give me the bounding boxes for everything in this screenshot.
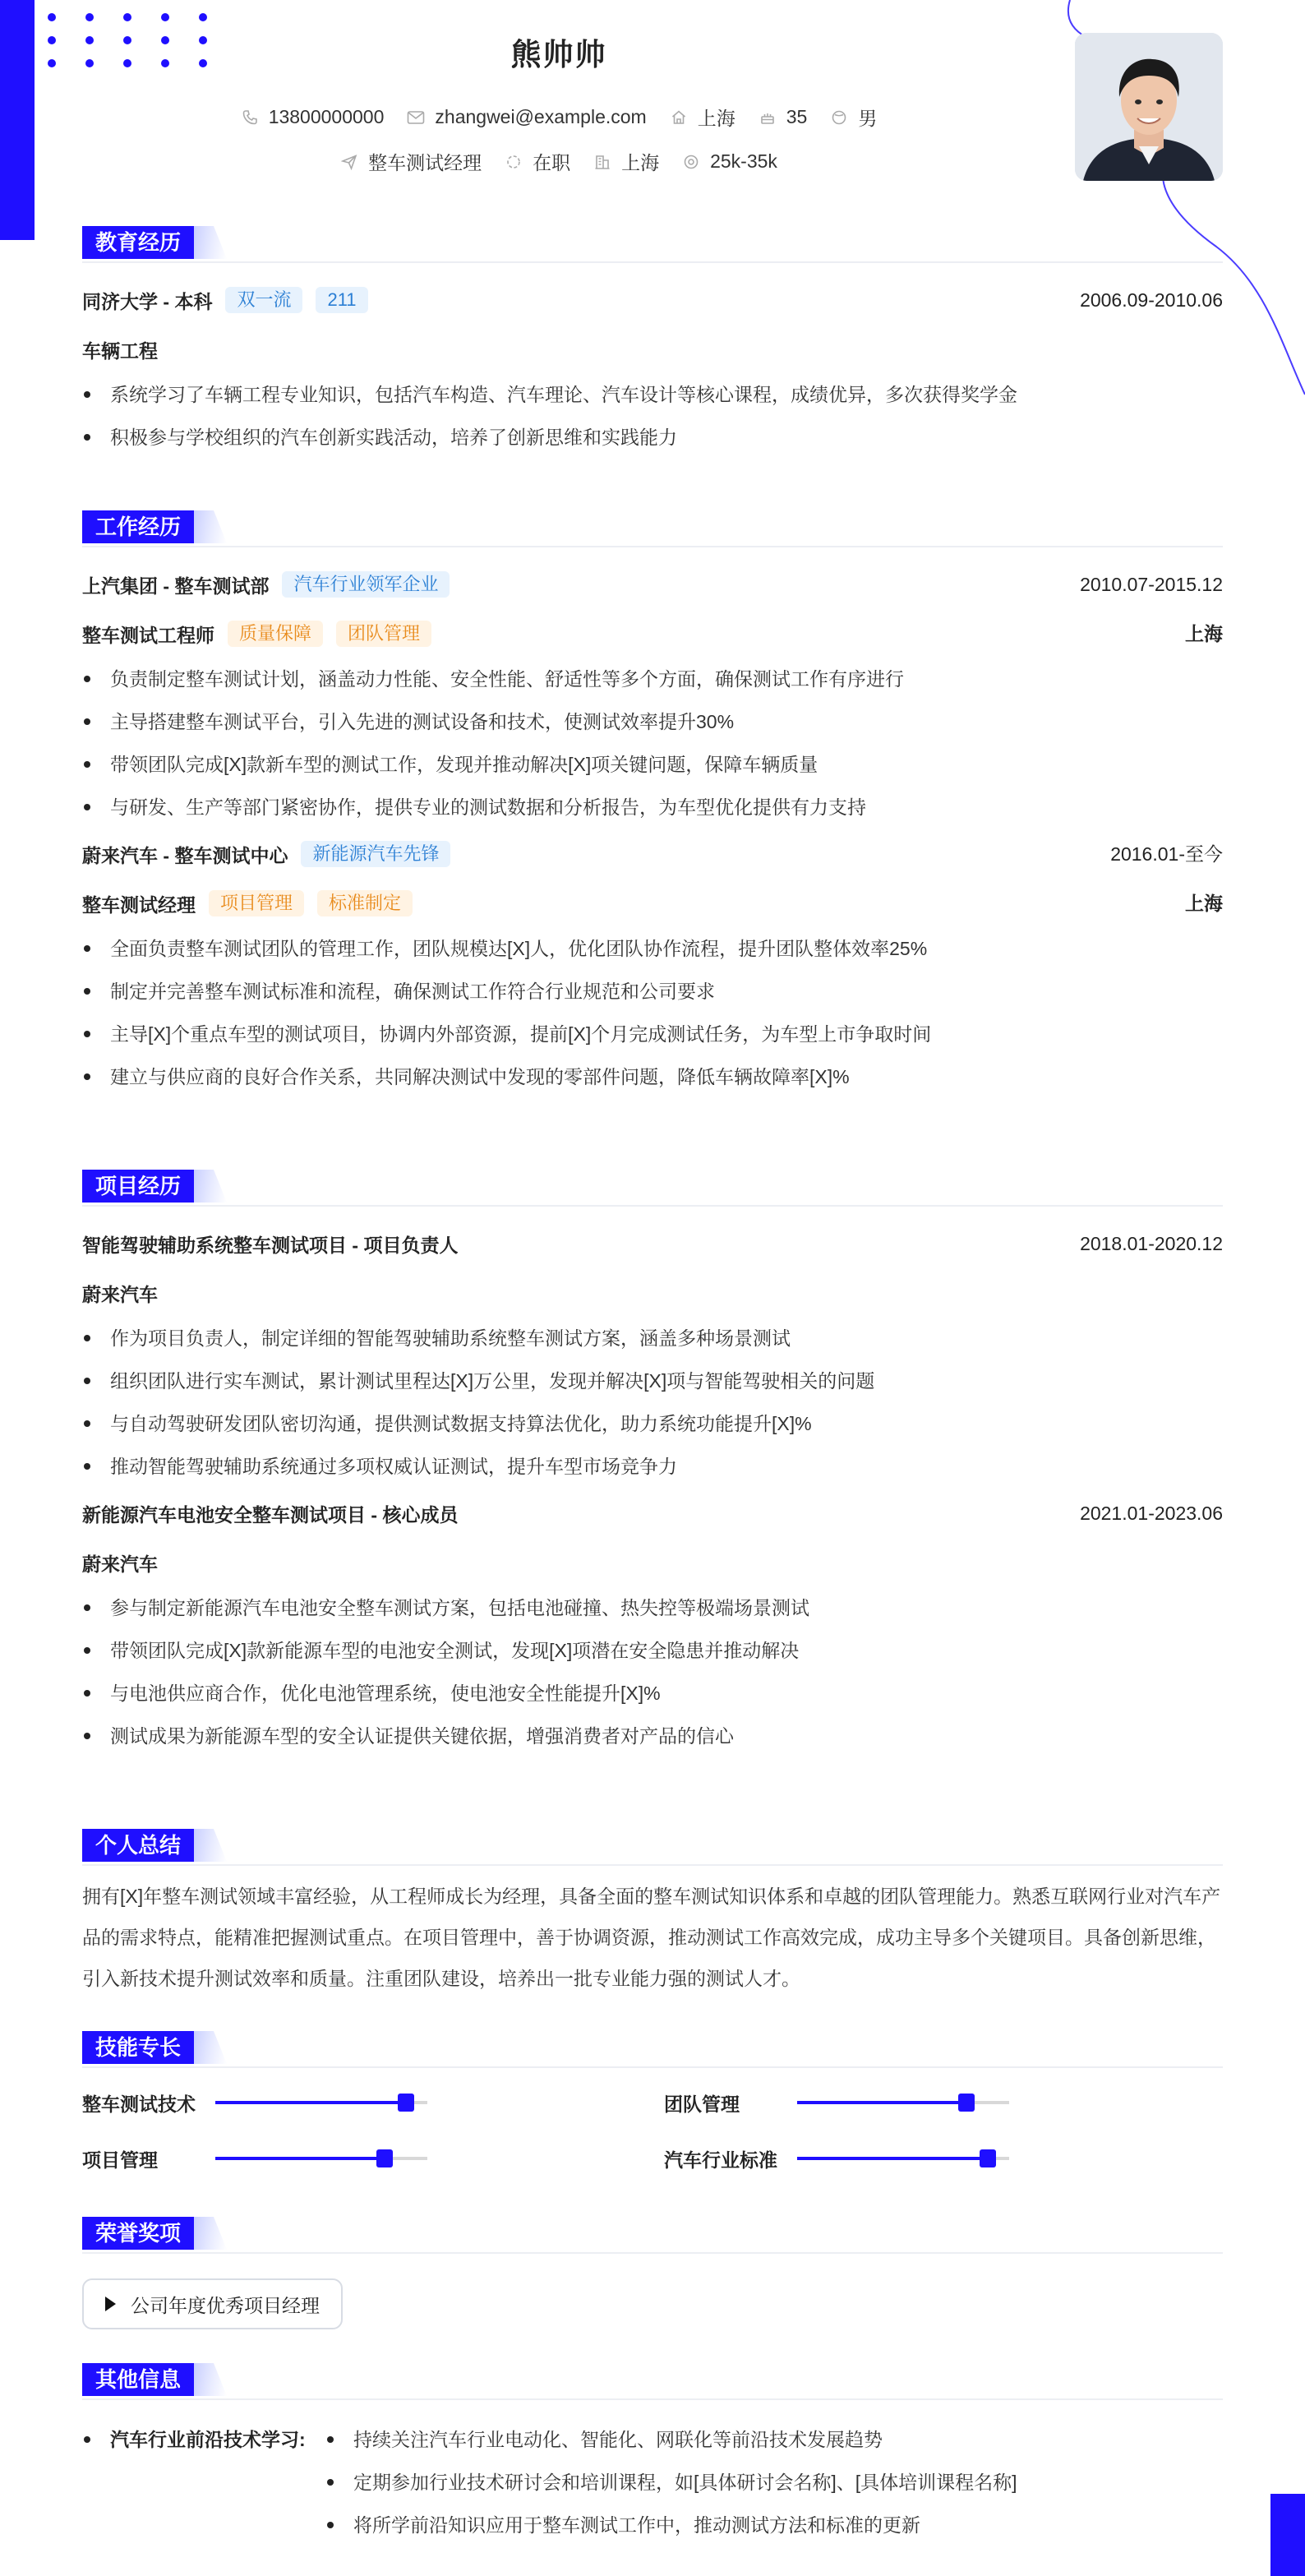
work-title: 工作经历 — [82, 510, 194, 543]
project-title: 新能源汽车电池安全整车测试项目 - 核心成员 — [82, 1503, 459, 1526]
school-tag: 211 — [316, 287, 367, 313]
city-text: 上海 — [697, 108, 736, 129]
education-header — [82, 224, 1223, 263]
major-row — [82, 334, 1223, 365]
skill-name: 汽车行业标准 — [664, 2149, 777, 2171]
coin-icon — [682, 153, 700, 171]
target-role-item — [340, 148, 482, 175]
list-item: 主导搭建整车测试平台，引入先进的测试设备和技术，使测试效率提升30% — [82, 700, 1223, 743]
honors-list — [82, 2278, 1223, 2329]
role-row — [82, 618, 1223, 649]
salary-item — [682, 150, 777, 173]
section-title-accent — [194, 2217, 227, 2250]
other-header — [82, 2361, 1223, 2400]
education-section — [82, 224, 1223, 459]
company-tag: 新能源汽车先锋 — [301, 841, 450, 867]
project-period: 2018.01-2020.12 — [1080, 1233, 1223, 1254]
status-icon — [505, 153, 523, 171]
section-title-accent — [194, 226, 227, 259]
list-item: 建立与供应商的良好合作关系，共同解决测试中发现的零部件问题，降低车辆故障率[X]% — [82, 1055, 1223, 1098]
education-entry-row — [82, 284, 1223, 316]
phone-icon — [241, 108, 259, 127]
projects-header — [82, 1167, 1223, 1207]
company-name: 蔚来汽车 - 整车测试中心 — [82, 844, 288, 866]
list-item: 负责制定整车测试计划，涵盖动力性能、安全性能、舒适性等多个方面，确保测试工作有序进行 — [82, 658, 1223, 700]
section-title-accent — [194, 2031, 227, 2064]
work-bullets — [82, 927, 1223, 1098]
company-name: 上汽集团 - 整车测试部 — [82, 575, 270, 597]
target-role-text: 整车测试经理 — [368, 152, 482, 173]
projects-section — [82, 1167, 1223, 1757]
list-item: 与研发、生产等部门紧密协作，提供专业的测试数据和分析报告，为车型优化提供有力支持 — [82, 786, 1223, 829]
salary-text: 25k-35k — [710, 150, 777, 172]
company-tag: 汽车行业领军企业 — [282, 571, 450, 598]
gender-item — [830, 104, 877, 131]
section-title-accent — [194, 510, 227, 543]
project-entry-row — [82, 1228, 1223, 1259]
skill-name: 团队管理 — [664, 2093, 740, 2115]
list-item: 参与制定新能源汽车电池安全整车测试方案，包括电池碰撞、热失控等极端场景测试 — [82, 1586, 1223, 1629]
other-title: 其他信息 — [82, 2363, 194, 2396]
section-title-accent — [194, 2363, 227, 2396]
major-name: 车辆工程 — [82, 339, 158, 362]
project-entry-row — [82, 1498, 1223, 1529]
list-item: 将所学前沿知识应用于整车测试工作中，推动测试方法和标准的更新 — [325, 2504, 1221, 2546]
summary-section — [82, 1826, 1223, 1999]
project-org-row — [82, 1547, 1223, 1578]
other-info-label: 汽车行业前沿技术学习: — [82, 2418, 306, 2461]
skills-section — [82, 2029, 1223, 2183]
email-text: zhangwei@example.com — [435, 106, 647, 127]
work-period: 2010.07-2015.12 — [1080, 574, 1223, 595]
intent-row — [0, 148, 1118, 175]
project-period: 2021.01-2023.06 — [1080, 1503, 1223, 1524]
summary-text: 拥有[X]年整车测试领域丰富经验，从工程师成长为经理，具备全面的整车测试知识体系和卓越的团队管理能力。熟悉互联网行业对汽车产品的需求特点，能精准把握测试重点。在项目管理中，善于协调资源，推动测试工作高效完成，成功主导多个关键项目。具备创新思维，引入新技术提升测试效率和质量。注重团队建设，培养出一批专业能力强的测试人才。 — [82, 1886, 1221, 1989]
list-item: 积极参与学校组织的汽车创新实践活动，培养了创新思维和实践能力 — [82, 416, 1223, 459]
list-item: 带领团队完成[X]款新车型的测试工作，发现并推动解决[X]项关键问题，保障车辆质量 — [82, 743, 1223, 786]
skills-header — [82, 2029, 1223, 2068]
skill-level-bar — [215, 2157, 427, 2160]
skill-item — [664, 2142, 1009, 2175]
summary-title: 个人总结 — [82, 1829, 194, 1862]
award-item — [82, 2278, 343, 2329]
honors-section — [82, 2214, 1223, 2329]
list-item: 组织团队进行实车测试，累计测试里程达[X]万公里，发现并解决[X]项与智能驾驶相关的问题 — [82, 1360, 1223, 1402]
education-title: 教育经历 — [82, 226, 194, 259]
work-city: 上海 — [1185, 893, 1223, 914]
skill-item — [664, 2086, 1009, 2119]
corner-accent-block — [1270, 2494, 1305, 2576]
education-period: 2006.09-2010.06 — [1080, 289, 1223, 311]
status-text: 在职 — [533, 152, 571, 173]
work-bullets — [82, 658, 1223, 829]
role-name: 整车测试工程师 — [82, 624, 214, 646]
list-item: 与电池供应商合作，优化电池管理系统，使电池安全性能提升[X]% — [82, 1672, 1223, 1715]
honors-title: 荣誉奖项 — [82, 2217, 194, 2250]
role-name: 整车测试经理 — [82, 893, 196, 916]
gender-icon — [830, 108, 848, 127]
role-tag: 项目管理 — [209, 890, 304, 916]
project-bullets — [82, 1586, 1223, 1757]
skill-name: 整车测试技术 — [82, 2093, 196, 2115]
project-org: 蔚来汽车 — [82, 1283, 158, 1305]
school-tag: 双一流 — [225, 287, 302, 313]
skill-item — [82, 2142, 427, 2175]
projects-title: 项目经历 — [82, 1170, 194, 1203]
gender-text: 男 — [858, 108, 878, 129]
education-bullets — [82, 373, 1223, 459]
role-tag: 标准制定 — [317, 890, 413, 916]
work-section — [82, 508, 1223, 1098]
target-city-item — [593, 148, 659, 175]
role-tag: 质量保障 — [228, 621, 323, 647]
skill-name: 项目管理 — [82, 2149, 158, 2171]
list-item: 主导[X]个重点车型的测试项目，协调内外部资源，提前[X]个月完成测试任务，为车型上市争取时间 — [82, 1013, 1223, 1055]
list-item: 推动智能驾驶辅助系统通过多项权威认证测试，提升车型市场竞争力 — [82, 1445, 1223, 1488]
other-info-bullets — [325, 2418, 1221, 2546]
phone-text: 13800000000 — [268, 106, 385, 127]
profile-photo — [1075, 33, 1223, 181]
list-item: 持续关注汽车行业电动化、智能化、网联化等前沿技术发展趋势 — [325, 2418, 1221, 2461]
section-title-accent — [194, 1829, 227, 1862]
section-title-accent — [194, 1170, 227, 1203]
work-period: 2016.01-至今 — [1110, 843, 1223, 865]
work-city: 上海 — [1185, 623, 1223, 644]
award-name: 公司年度优秀项目经理 — [131, 2294, 320, 2316]
candidate-name: 熊帅帅 — [510, 38, 607, 72]
list-item: 系统学习了车辆工程专业知识，包括汽车构造、汽车理论、汽车设计等核心课程，成绩优异，多次获得奖学金 — [82, 373, 1223, 416]
role-row — [82, 888, 1223, 919]
work-entry-row — [82, 569, 1223, 600]
work-entry-row — [82, 838, 1223, 870]
honors-header — [82, 2214, 1223, 2254]
role-tag: 团队管理 — [336, 621, 431, 647]
skill-level-bar — [797, 2157, 1009, 2160]
project-bullets — [82, 1317, 1223, 1488]
list-item: 定期参加行业技术研讨会和培训课程，如[具体研讨会名称]、[具体培训课程名称] — [325, 2461, 1221, 2504]
list-item: 全面负责整车测试团队的管理工作，团队规模达[X]人，优化团队协作流程，提升团队整体效率25% — [82, 927, 1223, 970]
contact-row — [0, 104, 1118, 131]
play-triangle-icon — [105, 2297, 116, 2311]
project-org: 蔚来汽车 — [82, 1553, 158, 1575]
list-item: 与自动驾驶研发团队密切沟通，提供测试数据支持算法优化，助力系统功能提升[X]% — [82, 1402, 1223, 1445]
home-icon — [670, 108, 688, 127]
summary-header — [82, 1826, 1223, 1866]
project-title: 智能驾驶辅助系统整车测试项目 - 项目负责人 — [82, 1234, 459, 1256]
skills-title: 技能专长 — [82, 2031, 194, 2064]
send-icon — [340, 153, 358, 171]
skills-grid — [82, 2068, 1223, 2183]
list-item: 测试成果为新能源车型的安全认证提供关键依据，增强消费者对产品的信心 — [82, 1715, 1223, 1757]
mail-icon — [407, 108, 425, 127]
skill-item — [82, 2086, 427, 2119]
status-item — [505, 148, 570, 175]
city-item — [670, 104, 736, 131]
target-city-text: 上海 — [621, 152, 660, 173]
other-section — [82, 2361, 1223, 2536]
list-item: 作为项目负责人，制定详细的智能驾驶辅助系统整车测试方案，涵盖多种场景测试 — [82, 1317, 1223, 1360]
phone-item — [241, 106, 385, 128]
skill-level-bar — [797, 2101, 1009, 2104]
list-item: 带领团队完成[X]款新能源车型的电池安全测试，发现[X]项潜在安全隐患并推动解决 — [82, 1629, 1223, 1672]
work-header — [82, 508, 1223, 547]
building-icon — [593, 153, 611, 171]
age-text: 35 — [786, 106, 808, 127]
project-org-row — [82, 1277, 1223, 1309]
skill-level-bar — [215, 2101, 427, 2104]
email-item — [407, 106, 646, 128]
age-item — [759, 106, 808, 128]
cake-icon — [759, 108, 777, 127]
school-name: 同济大学 - 本科 — [82, 290, 213, 312]
list-item: 制定并完善整车测试标准和流程，确保测试工作符合行业规范和公司要求 — [82, 970, 1223, 1013]
